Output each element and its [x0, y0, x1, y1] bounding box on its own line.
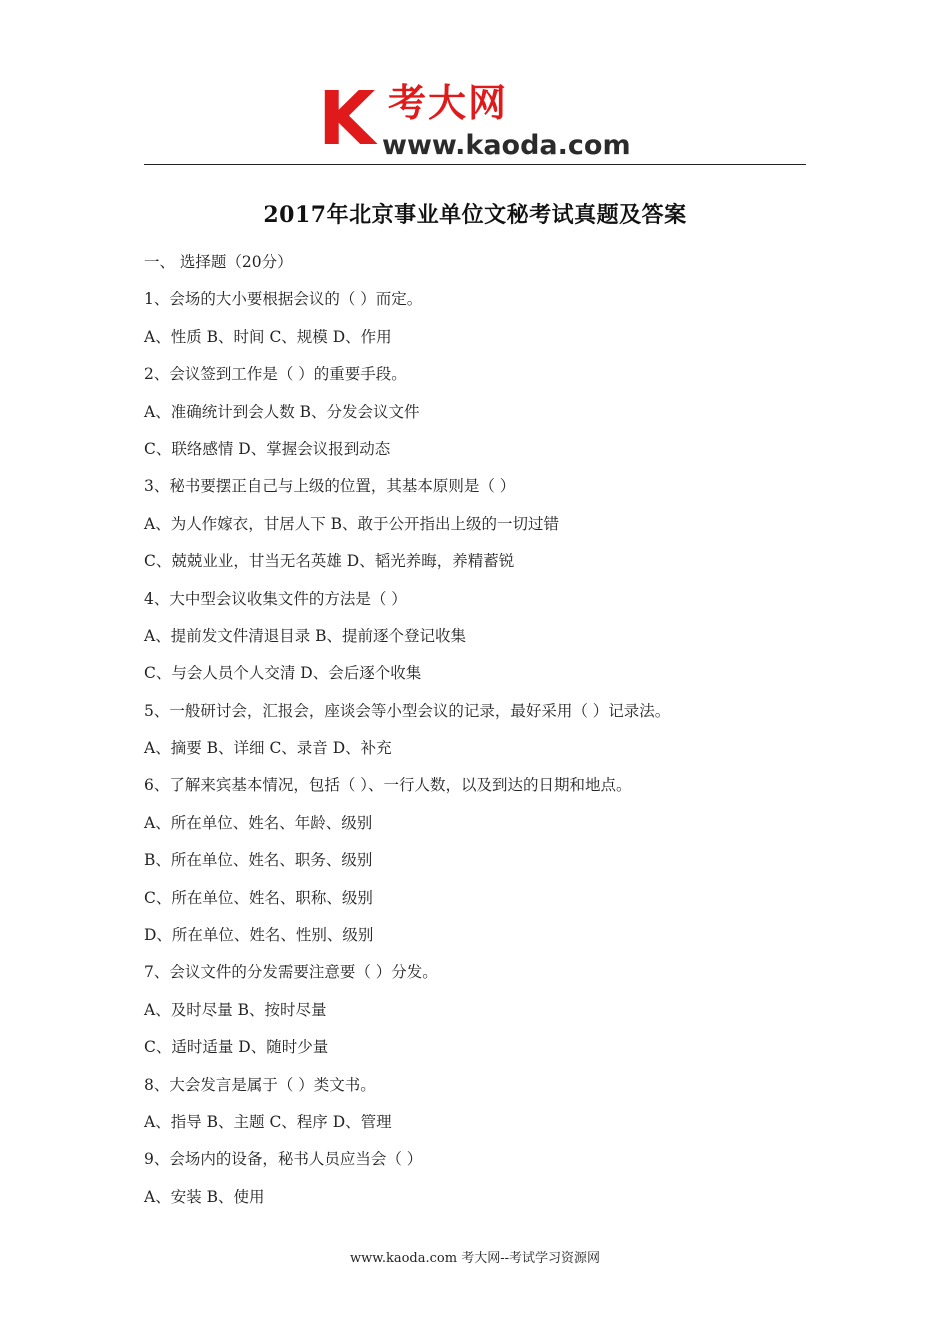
text-line: 8、大会发言是属于（ ）类文书。 [144, 1075, 376, 1094]
header-divider [144, 164, 806, 165]
text-line: A、提前发文件清退目录 B、提前逐个登记收集 [144, 626, 467, 645]
logo-letter: K [318, 78, 376, 160]
text-line: C、与会人员个人交清 D、会后逐个收集 [144, 664, 422, 683]
text-line: 1、会场的大小要根据会议的（ ）而定。 [144, 290, 423, 309]
text-line: C、联络感情 D、掌握会议报到动态 [144, 439, 391, 458]
text-line: D、所在单位、姓名、性别、级别 [144, 926, 374, 945]
text-line: A、安装 B、使用 [144, 1187, 265, 1206]
text-line: C、兢兢业业，甘当无名英雄 D、韬光养晦，养精蓄锐 [144, 552, 515, 571]
question-list [144, 249, 824, 1221]
text-line: 4、大中型会议收集文件的方法是（ ） [144, 589, 407, 608]
text-line: C、适时适量 D、随时少量 [144, 1038, 329, 1057]
text-line: A、指导 B、主题 C、程序 D、管理 [144, 1112, 392, 1131]
text-line: B、所在单位、姓名、职务、级别 [144, 851, 373, 870]
text-line: 7、会议文件的分发需要注意要（ ）分发。 [144, 963, 438, 982]
text-line: 2、会议签到工作是（ ）的重要手段。 [144, 365, 407, 384]
text-line: A、为人作嫁衣，甘居人下 B、敢于公开指出上级的一切过错 [144, 514, 560, 533]
text-line: 9、会场内的设备，秘书人员应当会（ ） [144, 1150, 423, 1169]
text-line: A、性质 B、时间 C、规模 D、作用 [144, 327, 392, 346]
text-line: A、摘要 B、详细 C、录音 D、补充 [144, 739, 392, 758]
text-line: C、所在单位、姓名、职称、级别 [144, 888, 373, 907]
text-line: 3、秘书要摆正自己与上级的位置，其基本原则是（ ） [144, 477, 516, 496]
text-line: A、及时尽量 B、按时尽量 [144, 1000, 327, 1019]
document-title: 2017年北京事业单位文秘考试真题及答案 [263, 202, 687, 228]
text-line: 5、一般研讨会，汇报会，座谈会等小型会议的记录，最好采用（ ）记录法。 [144, 701, 671, 720]
logo-graphic [318, 78, 648, 160]
logo-brand-text: 考大网 [388, 81, 509, 125]
logo-url-text: www.kaoda.com [382, 130, 631, 160]
text-line: A、准确统计到会人数 B、分发会议文件 [144, 402, 420, 421]
text-line: A、所在单位、姓名、年龄、级别 [144, 813, 373, 832]
text-line: 6、了解来宾基本情况，包括（ ）、一行人数，以及到达的日期和地点。 [144, 776, 632, 795]
section-heading: 一、 选择题（20分） [144, 253, 293, 271]
kaoda-logo[interactable] [318, 78, 648, 160]
page-footer[interactable]: www.kaoda.com 考大网--考试学习资源网 [350, 1251, 600, 1266]
